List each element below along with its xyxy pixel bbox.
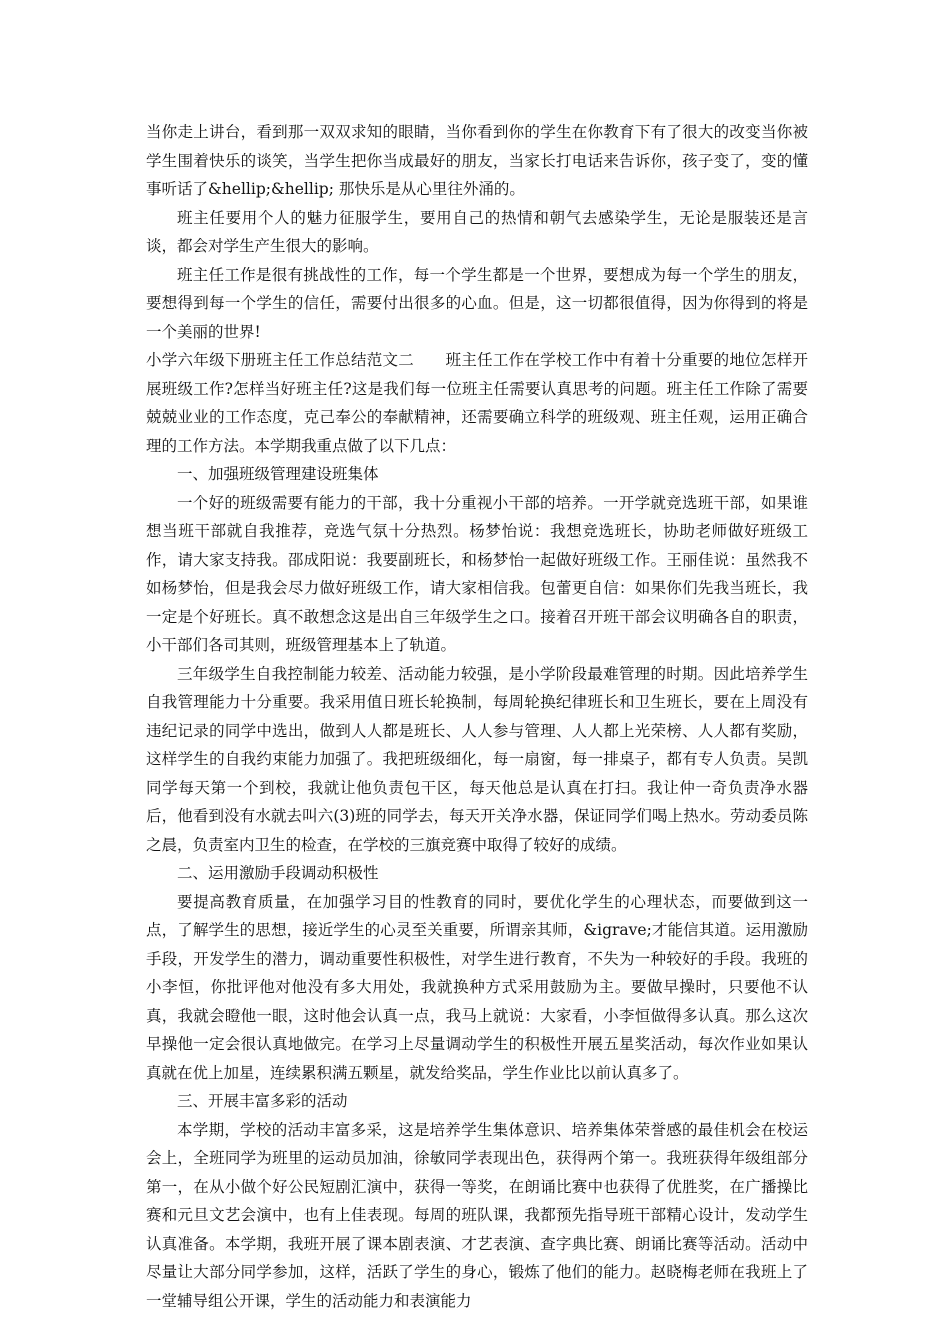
paragraph-sample-two-title: 小学六年级下册班主任工作总结范文二 班主任工作在学校工作中有着十分重要的地位怎样开展班级工作?怎样当好班主任?这是我们每一位班主任需要认真思考的问题。班主任工作除了需要兢兢业业的工作态度，克己奉公的奉献精神，还需要确立科学的班级观、班主任观，运用正确合理的工作方法。本学期我重点做了以下几点： [146, 351, 808, 455]
paragraph-self-management: 三年级学生自我控制能力较差、活动能力较强，是小学阶段最难管理的时期。因此培养学生自我管理能力十分重要。我采用值日班长轮换制，每周轮换纪律班长和卫生班长，要在上周没有违纪记录的同学中选出，做到人人都是班长、人人参与管理、人人都上光荣榜、人人都有奖励，这样学生的自我约束能力加强了。我把班级细化，每一扇窗，每一排桌子，都有专人负责。吴凯同学每天第一个到校，我就让他负责包干区，每天他总是认真在打扫。我让仲一奇负责净水器后，他看到没有水就去叫六(3)班的同学去，每天开关净水器，保证同学们喝上热水。劳动委员陈之晨，负责室内卫生的检查，在学校的三旗竞赛中取得了较好的成绩。 [146, 664, 808, 854]
paragraph-activities: 本学期，学校的活动丰富多采，这是培养学生集体意识、培养集体荣誉感的最佳机会在校运会上，全班同学为班里的运动员加油，徐敏同学表现出色，获得两个第一。我班获得年级组部分第一，在从小做个好公民短剧汇演中，获得一等奖，在朗诵比赛中也获得了优胜奖，在广播操比赛和元旦文艺会演中，也有上佳表现。每周的班队课，我都预先指导班干部精心设计，发动学生认真准备。本学期，我班开展了课本剧表演、才艺表演、查字典比赛、朗诵比赛等活动。活动中尽量让大部分同学参加，这样，活跃了学生的身心，锻炼了他们的能力。赵晓梅老师在我班上了一堂辅导组公开课，学生的活动能力和表演能力 [146, 1120, 808, 1310]
paragraph-challenge: 班主任工作是很有挑战性的工作，每一个学生都是一个世界，要想成为每一个学生的朋友，要想得到每一个学生的信任，需要付出很多的心血。但是，这一切都很值得，因为你得到的将是一个美丽的世界! [146, 265, 808, 341]
paragraph-intro-joy: 当你走上讲台，看到那一双双求知的眼睛，当你看到你的学生在你教育下有了很大的改变当你被学生围着快乐的谈笑，当学生把你当成最好的朋友，当家长打电话来告诉你，孩子变了，变的懂事听话了&hellip;&hellip; 那快乐是从心里往外涌的。 [146, 123, 808, 198]
paragraph-motivation: 要提高教育质量，在加强学习目的性教育的同时，要优化学生的心理状态，而要做到这一点，了解学生的思想，接近学生的心灵至关重要，所谓亲其师，&igrave;才能信其道。运用激励手段，开发学生的潜力，调动重要性积极性，对学生进行教育，不失为一种较好的手段。我班的小李恒，你批评他对他没有多大用处，我就换种方式采用鼓励为主。要做早操时，只要他不认真，我就会瞪他一眼，这时他会认真一点，我马上就说：大家看，小李恒做得多认真。那么这次早操他一定会很认真地做完。在学习上尽量调动学生的积极性开展五星奖活动，每次作业如果认真就在优上加星，连续累积满五颗星，就发给奖品，学生作业比以前认真多了。 [146, 892, 808, 1082]
section-heading-2: 二、运用激励手段调动积极性 [177, 864, 379, 882]
document-page [146, 118, 808, 1315]
section-heading-3: 三、开展丰富多彩的活动 [177, 1092, 348, 1110]
section-heading-1: 一、加强班级管理建设班集体 [177, 465, 379, 483]
paragraph-charm: 班主任要用个人的魅力征服学生，要用自己的热情和朝气去感染学生，无论是服装还是言谈，都会对学生产生很大的影响。 [146, 208, 808, 255]
paragraph-class-cadres: 一个好的班级需要有能力的干部，我十分重视小干部的培养。一开学就竞选班干部，如果谁想当班干部就自我推荐，竞选气氛十分热烈。杨梦怡说：我想竞选班长，协助老师做好班级工作，请大家支持我。邵成阳说：我要副班长，和杨梦怡一起做好班级工作。王丽佳说：虽然我不如杨梦怡，但是我会尽力做好班级工作，请大家相信我。包蕾更自信：如果你们先我当班长，我一定是个好班长。真不敢想念这是出自三年级学生之口。接着召开班干部会议明确各自的职责，小干部们各司其则，班级管理基本上了轨道。 [146, 493, 808, 654]
